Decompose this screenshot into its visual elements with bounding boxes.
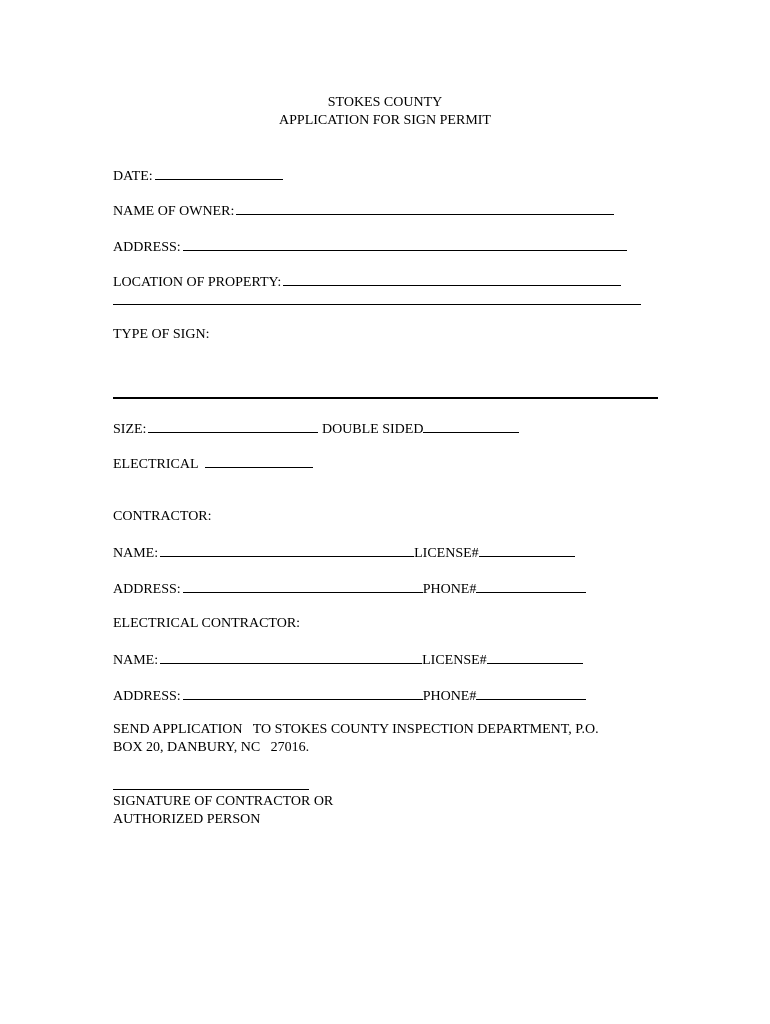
size-blank[interactable] bbox=[148, 420, 318, 433]
contractor-phone-blank[interactable] bbox=[476, 580, 586, 593]
electrical-contractor-license-blank[interactable] bbox=[487, 651, 583, 664]
electrical-row bbox=[113, 455, 313, 471]
double-sided-blank[interactable] bbox=[423, 420, 519, 433]
sign-type-label: TYPE OF SIGN: bbox=[113, 327, 210, 342]
location-row bbox=[113, 273, 621, 289]
sign-type-row bbox=[113, 327, 209, 343]
instructions-line-2: BOX 20, DANBURY, NC 27016. bbox=[113, 740, 310, 755]
electrical-contractor-name-label: NAME: bbox=[113, 653, 159, 668]
contractor-address-blank[interactable] bbox=[183, 580, 423, 593]
owner-name-blank[interactable] bbox=[236, 202, 614, 215]
address-label: ADDRESS: bbox=[113, 240, 181, 255]
electrical-blank[interactable] bbox=[205, 455, 313, 468]
electrical-contractor-phone-blank[interactable] bbox=[476, 687, 586, 700]
location-blank[interactable] bbox=[283, 273, 621, 286]
address-row bbox=[113, 238, 627, 254]
form-title: APPLICATION FOR SIGN PERMIT bbox=[279, 113, 491, 128]
date-blank[interactable] bbox=[155, 167, 283, 180]
location-second-line[interactable] bbox=[113, 304, 641, 305]
date-row bbox=[113, 167, 283, 183]
sign-type-divider bbox=[113, 397, 658, 399]
contractor-name-blank[interactable] bbox=[160, 544, 414, 557]
signature-line[interactable] bbox=[113, 789, 309, 790]
contractor-license-label: LICENSE# bbox=[414, 546, 479, 561]
electrical-contractor-phone-label: PHONE# bbox=[422, 689, 477, 704]
electrical-label: ELECTRICAL bbox=[113, 457, 199, 472]
contractor-name-row bbox=[113, 544, 575, 560]
electrical-contractor-address-blank[interactable] bbox=[183, 687, 423, 700]
contractor-license-blank[interactable] bbox=[479, 544, 575, 557]
signature-label-line-2: AUTHORIZED PERSON bbox=[113, 812, 261, 827]
owner-name-label: NAME OF OWNER: bbox=[113, 204, 235, 219]
instructions-line-1: SEND APPLICATION TO STOKES COUNTY INSPECTION DEPARTMENT, P.O. bbox=[113, 722, 599, 737]
electrical-contractor-name-blank[interactable] bbox=[160, 651, 422, 664]
contractor-address-row bbox=[113, 580, 586, 596]
signature-label-line-1: SIGNATURE OF CONTRACTOR OR bbox=[113, 794, 334, 809]
contractor-phone-label: PHONE# bbox=[422, 582, 477, 597]
electrical-contractor-heading: ELECTRICAL CONTRACTOR: bbox=[113, 616, 301, 631]
electrical-contractor-address-label: ADDRESS: bbox=[113, 689, 181, 704]
contractor-name-label: NAME: bbox=[113, 546, 159, 561]
electrical-contractor-address-row bbox=[113, 687, 586, 703]
size-label: SIZE: bbox=[113, 422, 147, 437]
contractor-heading: CONTRACTOR: bbox=[113, 509, 212, 524]
date-label: DATE: bbox=[113, 169, 153, 184]
double-sided-label: DOUBLE SIDED bbox=[321, 422, 424, 437]
electrical-contractor-license-label: LICENSE# bbox=[422, 653, 487, 668]
county-heading: STOKES COUNTY bbox=[327, 95, 443, 110]
owner-row bbox=[113, 202, 614, 218]
size-row bbox=[113, 420, 519, 436]
contractor-address-label: ADDRESS: bbox=[113, 582, 181, 597]
electrical-contractor-name-row bbox=[113, 651, 583, 667]
location-label: LOCATION OF PROPERTY: bbox=[113, 275, 282, 290]
address-blank[interactable] bbox=[183, 238, 627, 251]
